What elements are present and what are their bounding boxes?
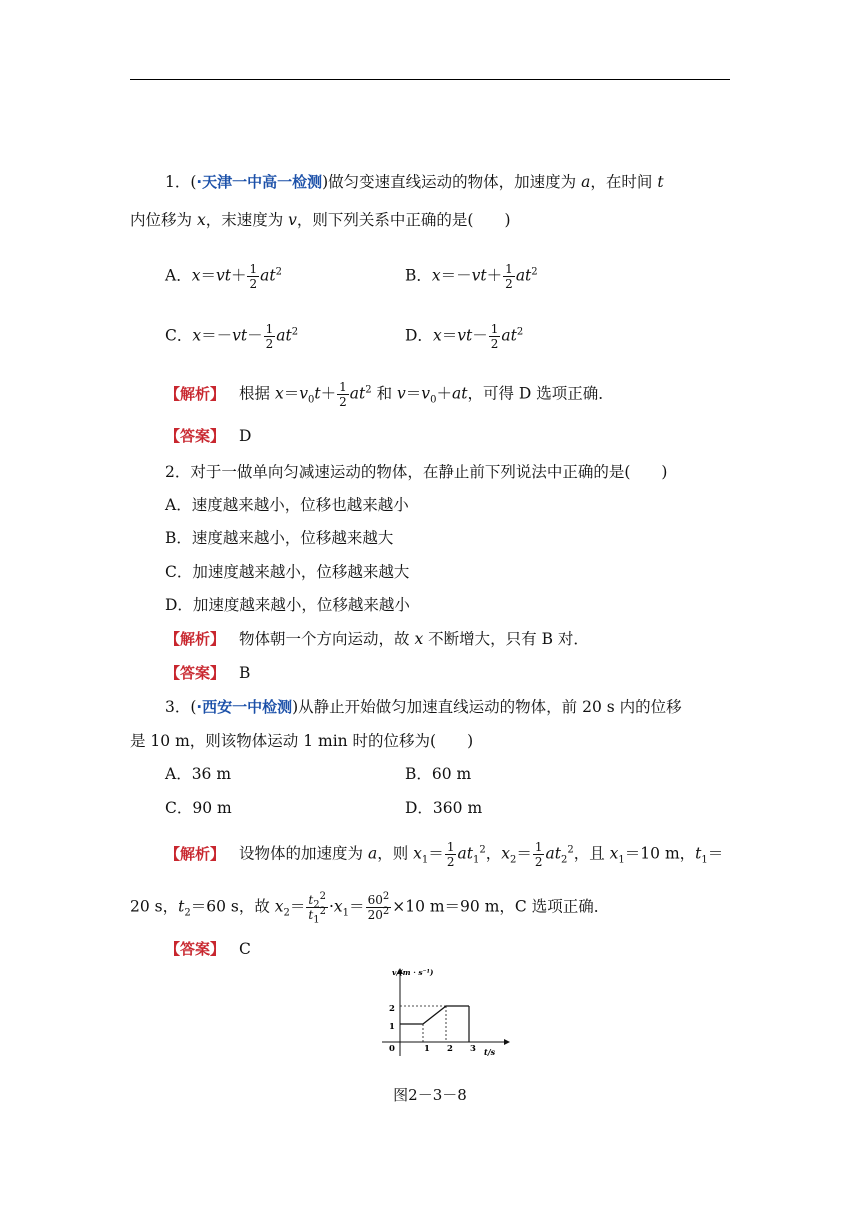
y-tick-2: 2 [389,1004,395,1014]
q2-analysis: 【解析】 物体朝一个方向运动，故 x 不断增大，只有 B 对． [165,630,589,648]
q1-option-b: B．x＝－vt＋ $\frac{1}{2}$ $at^2$ [405,262,538,291]
q2-answer: 【答案】 B [165,664,251,682]
header-rule [130,79,730,80]
y-axis-label: v/(m · s⁻¹) [392,968,434,977]
q3-source: ·西安一中检测 [196,698,293,716]
x-tick-1: 1 [424,1044,430,1054]
q3-option-d: D．360 m [405,799,483,817]
x-axis-arrow [504,1039,510,1045]
q3-option-b: B．60 m [405,765,472,783]
q3-stem-line2: 是 10 m，则该物体运动 1 min 时的位移为( ) [130,732,474,750]
q2-option-b: B．速度越来越小，位移越来越大 [165,529,394,547]
q2-option-c: C．加速度越来越小，位移越来越大 [165,563,410,581]
q1-option-c: C．x＝－vt－ $\frac{1}{2}$ $at^2$ [165,322,299,351]
q3-answer: 【答案】 C [165,940,251,958]
q1-option-a: A．x＝vt＋ $\frac{1}{2}$ $at^2$ [165,262,282,291]
q3-option-a: A．36 m [165,765,232,783]
q3-option-c: C．90 m [165,799,232,817]
q1-stem-line1: 1．(·天津一中高一检测)做匀变速直线运动的物体，加速度为 a，在时间 t [165,173,664,191]
q2-option-a: A．速度越来越小，位移也越来越小 [165,496,409,514]
x-tick-3: 3 [470,1044,476,1054]
vt-series-line [400,1006,469,1024]
q1-source: ·天津一中高一检测 [196,173,323,191]
q3-analysis-line1: 【解析】 设物体的加速度为 a，则 $x_1=$ $\frac{1}{2}$ $at_1^2$，$x_2=$ $\frac{1}{2}$ $at_2^2$，且 $x_1=10$ m，$t_1=$ [165,840,724,869]
q3-analysis-line2: 20 s，$t_2=60$ s，故 $x_2=$ $\frac{t_2^2}{t_1^2}$ $\cdot x_1=$ $\frac{60^2}{20^2}$ ×10 m＝90 m，C 选项正确． [130,891,610,926]
q3-stem-line1: 3．(·西安一中检测)从静止开始做匀加速直线运动的物体，前 20 s 内的位移 [165,698,682,716]
origin-label: 0 [389,1044,395,1054]
figure-caption: 图2－3－8 [393,1086,467,1104]
q1-analysis: 【解析】 根据 $x=v_0t+$ $\frac{1}{2}$ $at^2$ 和 $v=v_0+at$，可得 D 选项正确． [165,380,614,409]
vt-graph [372,966,512,1062]
y-tick-1: 1 [389,1022,395,1032]
q2-option-d: D．加速度越来越小，位移越来越小 [165,596,410,614]
q1-answer: 【答案】 D [165,427,252,445]
q1-option-d: D．x＝vt－ $\frac{1}{2}$ $at^2$ [405,322,524,351]
x-tick-2: 2 [447,1044,453,1054]
x-axis-label: t/s [484,1047,496,1057]
q2-stem: 2．对于一做单向匀减速运动的物体，在静止前下列说法中正确的是( ) [165,463,668,481]
q1-stem-line2: 内位移为 x，末速度为 v，则下列关系中正确的是( ) [130,211,511,229]
